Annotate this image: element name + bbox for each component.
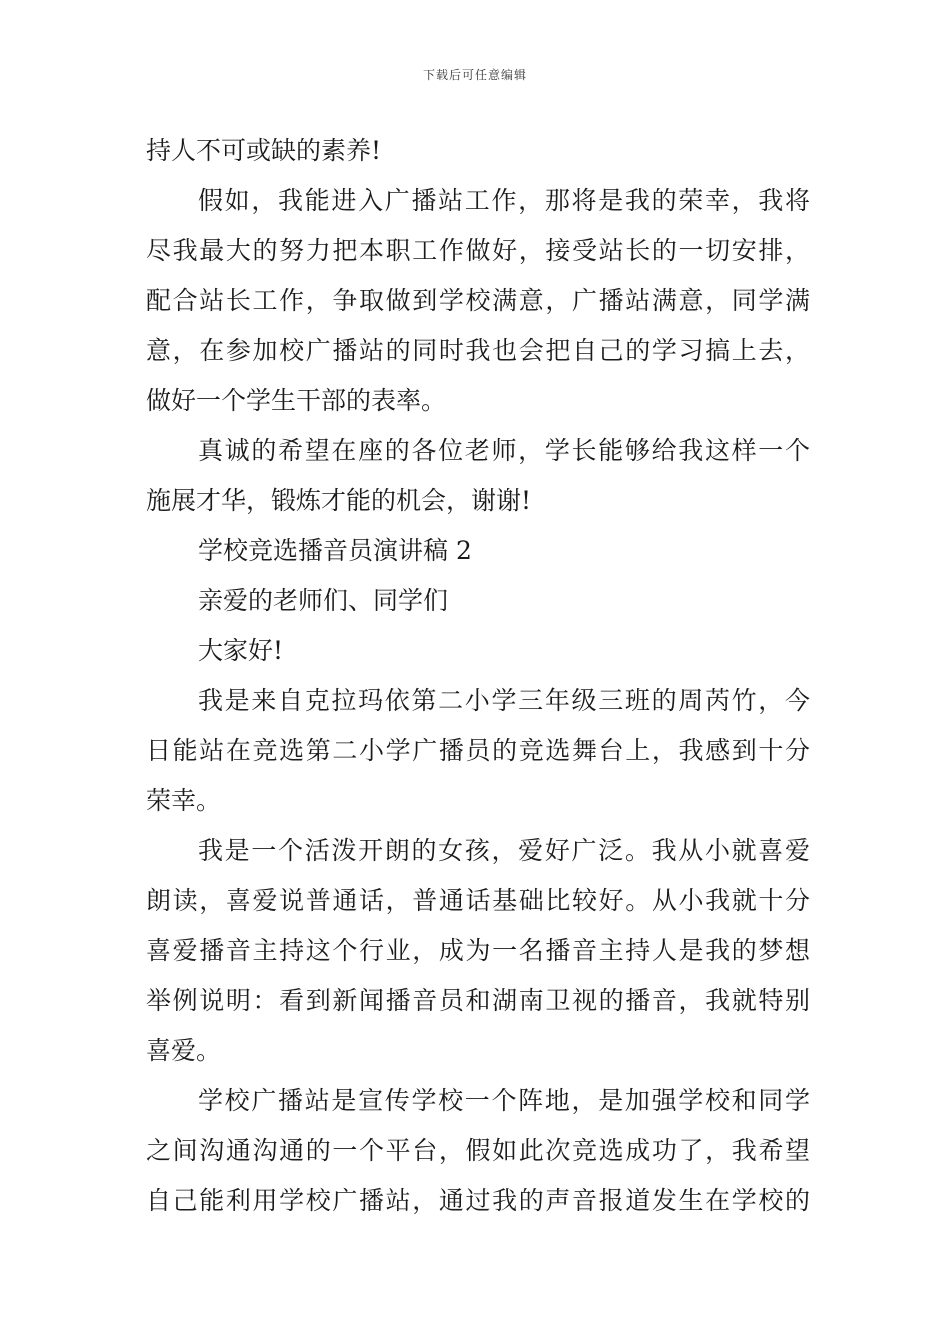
- text-line: 喜爱播音主持这个行业，成为一名播音主持人是我的梦想: [146, 936, 810, 965]
- text-line: 大家好!: [198, 636, 284, 665]
- text-line: 意，在参加校广播站的同时我也会把自己的学习搞上去，: [146, 336, 810, 365]
- text-line: 学校广播站是宣传学校一个阵地，是加强学校和同学: [198, 1086, 810, 1115]
- text-line: 配合站长工作，争取做到学校满意，广播站满意，同学满: [146, 286, 810, 315]
- text-line: 假如，我能进入广播站工作，那将是我的荣幸，我将: [198, 186, 810, 215]
- text-line: 自己能利用学校广播站，通过我的声音报道发生在学校的: [146, 1186, 810, 1215]
- text-line: 施展才华，锻炼才能的机会，谢谢!: [146, 486, 532, 515]
- text-line: 我是一个活泼开朗的女孩，爱好广泛。我从小就喜爱: [198, 836, 810, 865]
- text-line: 真诚的希望在座的各位老师，学长能够给我这样一个: [198, 436, 810, 465]
- text-line: 做好一个学生干部的表率。: [146, 386, 447, 415]
- text-line: 学校竞选播音员演讲稿 2: [198, 536, 472, 565]
- text-line: 之间沟通沟通的一个平台，假如此次竞选成功了，我希望: [146, 1136, 810, 1165]
- text-line: 荣幸。: [146, 786, 222, 815]
- text-line: 我是来自克拉玛依第二小学三年级三班的周芮竹，今: [198, 686, 810, 715]
- text-line: 喜爱。: [146, 1036, 222, 1065]
- text-line: 举例说明：看到新闻播音员和湖南卫视的播音，我就特别: [146, 986, 810, 1015]
- page-header-note: 下载后可任意编辑: [422, 68, 527, 82]
- document-body: [146, 126, 810, 1226]
- text-line: 亲爱的老师们、同学们: [198, 586, 449, 615]
- text-line: 持人不可或缺的素养!: [146, 136, 382, 165]
- text-line: 朗读，喜爱说普通话，普通话基础比较好。从小我就十分: [146, 886, 810, 915]
- text-line: 尽我最大的努力把本职工作做好，接受站长的一切安排，: [146, 236, 810, 265]
- text-line: 日能站在竞选第二小学广播员的竞选舞台上，我感到十分: [146, 736, 810, 765]
